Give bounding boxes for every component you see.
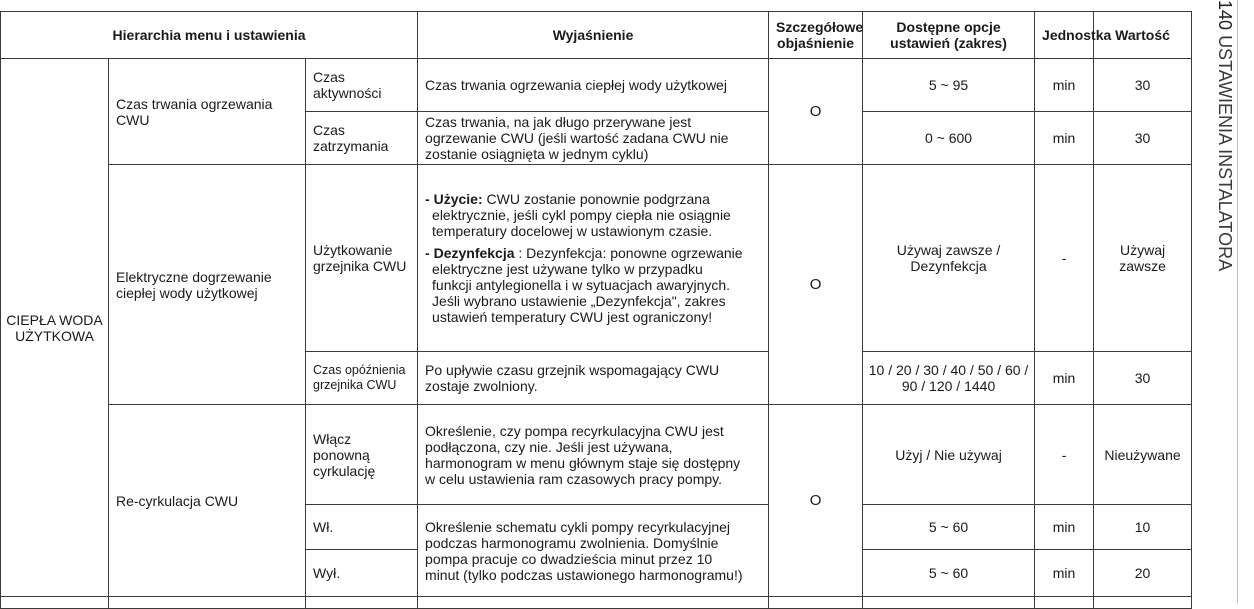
group-recirculation: Re-cyrkulacja CWU: [109, 405, 306, 597]
range-heater-delay: [863, 352, 1035, 405]
range-heater-usage: [863, 165, 1035, 352]
value-heater-delay: 30: [1094, 352, 1192, 405]
value-recirc-off: 20: [1094, 550, 1192, 597]
explanation-stop-time: [418, 112, 769, 165]
range-heater-delay-line1: 10 / 20 / 30 / 40 / 50 / 60 /: [868, 362, 1029, 378]
value-heater-usage-line2: zawsze: [1119, 258, 1166, 274]
continued-cell: [863, 597, 1035, 609]
bullet-usage-line1: CWU zostanie ponownie podgrzana: [482, 191, 710, 207]
explanation-recirc-enable-line4: w celu ustawienia ram czasowych pracy pompy.: [425, 470, 722, 487]
header-hierarchy: Hierarchia menu i ustawienia: [1, 12, 418, 59]
range-heater-delay-line2: 90 / 120 / 1440: [901, 378, 996, 394]
item-stop-time-line1: Czas: [313, 122, 345, 138]
bullet-disinfection-line3: funkcji antylegionella i w sytuacjach awaryjnych.: [432, 277, 731, 293]
header-detailed: [769, 12, 863, 59]
range-heater-usage-line1: Używaj zawsze /: [896, 242, 1001, 258]
item-active-time: [306, 59, 418, 112]
range-active-time: 5 ~ 95: [863, 59, 1035, 112]
category-line1: CIEPŁA WODA: [6, 311, 103, 328]
group-heating-time-line2: CWU: [116, 111, 150, 128]
bullet-disinfection-line1: : Dezynfekcja: ponowne ogrzewanie: [514, 245, 743, 261]
item-active-time-line2: aktywności: [313, 85, 382, 101]
range-stop-time: 0 ~ 600: [863, 112, 1035, 165]
value-heater-usage: [1094, 165, 1192, 352]
explanation-recirc-cycle-line1: Określenie schematu cykli pompy recyrkulacyjnej: [425, 518, 731, 535]
table-header-row: [1, 12, 1192, 59]
header-value: Wartość: [1094, 12, 1192, 59]
continued-cell: [109, 597, 306, 609]
bullet-disinfection-line4: Jeśli wybrano ustawienie „Dezynfekcja", zakres: [432, 293, 726, 309]
explanation-recirc-enable-line1: Określenie, czy pompa recyrkulacyjna CWU jest: [425, 422, 724, 439]
bullet-usage: [425, 191, 761, 239]
value-active-time: 30: [1094, 59, 1192, 112]
unit-recirc-enable: -: [1035, 405, 1094, 505]
bullet-usage-line2: elektrycznie, jeśli cykl pompy ciepła nie osiągnie: [432, 207, 731, 223]
explanation-recirc-cycle-line2: podczas harmonogramu zwolnienia. Domyślnie: [425, 534, 719, 551]
continued-cell: [418, 597, 769, 609]
header-detailed-line2: objaśnienie: [777, 35, 855, 51]
page-number: 140: [1215, 0, 1235, 31]
explanation-stop-time-line3: zostanie osiągnięta w jednym cyklu): [425, 146, 649, 162]
bullet-disinfection-label: - Dezynfekcja: [425, 245, 515, 261]
unit-heater-usage: -: [1035, 165, 1094, 352]
range-recirc-off: 5 ~ 60: [863, 550, 1035, 597]
item-recirc-enable-line1: Włącz: [313, 430, 352, 447]
explanation-heater-delay-line1: Po upływie czasu grzejnik wspomagający CWU: [425, 362, 720, 378]
unit-stop-time: min: [1035, 112, 1094, 165]
explanation-heater-usage: [418, 165, 769, 352]
value-heater-usage-line1: Używaj: [1119, 242, 1166, 258]
category-cell: [1, 59, 109, 597]
explanation-recirc-enable: [418, 405, 769, 505]
value-stop-time: 30: [1094, 112, 1192, 165]
header-options-line2: ustawień (zakres): [890, 35, 1007, 51]
group-electric-heating-line2: ciepłej wody użytkowej: [116, 284, 258, 301]
continued-cell: [1, 597, 109, 609]
continued-cell: [1094, 597, 1192, 609]
item-heater-usage-line1: Użytkowanie: [313, 242, 393, 258]
settings-table: [0, 11, 1192, 609]
header-options: [863, 12, 1035, 59]
range-recirc-enable: Użyj / Nie używaj: [863, 405, 1035, 505]
group-electric-heating: [109, 165, 306, 405]
item-heater-usage: [306, 165, 418, 352]
header-explanation: Wyjaśnienie: [418, 12, 769, 59]
section-title: USTAWIENIA INSTALATORA: [1215, 35, 1235, 272]
detail-mark-recirculation: O: [769, 405, 863, 597]
explanation-stop-time-line2: ogrzewanie CWU (jeśli wartość zadana CWU nie: [425, 130, 729, 146]
item-stop-time: [306, 112, 418, 165]
explanation-recirc-enable-line3: harmonogram w menu głównym staje się dostępny: [425, 454, 741, 471]
bullet-disinfection-line2: elektryczne jest używane tylko w przypadku: [432, 261, 703, 277]
side-divider: [1237, 0, 1238, 603]
unit-recirc-on: min: [1035, 505, 1094, 550]
header-detailed-line1: Szczegółowe: [776, 19, 864, 35]
continued-cell: [1035, 597, 1094, 609]
bullet-usage-label: - Użycie:: [425, 191, 483, 207]
item-recirc-enable-line3: cyrkulację: [313, 462, 376, 479]
group-heating-time-line1: Czas trwania ogrzewania: [116, 95, 273, 112]
bullet-disinfection: [425, 245, 761, 325]
explanation-recirc-cycle-line4: minut (tylko podczas ustawionego harmonogramu!): [425, 566, 743, 583]
explanation-active-time: Czas trwania ogrzewania ciepłej wody użytkowej: [418, 59, 769, 112]
continued-cell: [769, 597, 863, 609]
unit-active-time: min: [1035, 59, 1094, 112]
table-row-continued: [1, 597, 1192, 609]
range-heater-usage-line2: Dezynfekcja: [910, 258, 987, 274]
unit-recirc-off: min: [1035, 550, 1094, 597]
table-row-recirc-enable: [1, 405, 1192, 505]
item-heater-delay-line2: grzejnika CWU: [313, 378, 397, 392]
detail-mark-electric-heating: O: [769, 165, 863, 405]
continued-cell: [306, 597, 418, 609]
explanation-recirc-cycle-line3: pompa pracuje co dwadzieścia minut przez 10: [425, 550, 713, 567]
header-options-line1: Dostępne opcje: [896, 19, 1001, 35]
explanation-heater-delay-line2: zostaje zwolniony.: [425, 378, 538, 394]
bullet-usage-line3: temperatury docelowej w ustawionym czasie.: [432, 223, 713, 239]
item-recirc-enable-line2: ponowną: [313, 446, 370, 463]
item-heater-delay-line1: Czas opóźnienia: [313, 363, 406, 377]
explanation-stop-time-line1: Czas trwania, na jak długo przerywane jest: [425, 114, 692, 130]
unit-heater-delay: min: [1035, 352, 1094, 405]
detail-mark-heating-time: O: [769, 59, 863, 165]
item-recirc-enable: [306, 405, 418, 505]
value-recirc-enable: Nieużywane: [1094, 405, 1192, 505]
item-recirc-on: Wł.: [306, 505, 418, 550]
header-unit: Jednostka: [1035, 12, 1094, 59]
category-line2: UŻYTKOWA: [15, 327, 94, 344]
value-recirc-on: 10: [1094, 505, 1192, 550]
item-heater-usage-line2: grzejnika CWU: [313, 258, 407, 274]
group-electric-heating-line1: Elektryczne dogrzewanie: [116, 268, 272, 285]
explanation-recirc-enable-line2: podłączona, czy nie. Jeśli jest używana,: [425, 438, 673, 455]
item-stop-time-line2: zatrzymania: [313, 138, 389, 154]
table-row-heater-usage: [1, 165, 1192, 352]
explanation-heater-delay: [418, 352, 769, 405]
item-heater-delay: [306, 352, 418, 405]
range-recirc-on: 5 ~ 60: [863, 505, 1035, 550]
explanation-recirc-cycle: [418, 505, 769, 597]
table-row-active-time: [1, 59, 1192, 112]
group-heating-time: [109, 59, 306, 165]
item-recirc-off: Wył.: [306, 550, 418, 597]
bullet-disinfection-line5: ustawień temperatury CWU jest ograniczony!: [432, 309, 713, 325]
item-active-time-line1: Czas: [313, 69, 345, 85]
